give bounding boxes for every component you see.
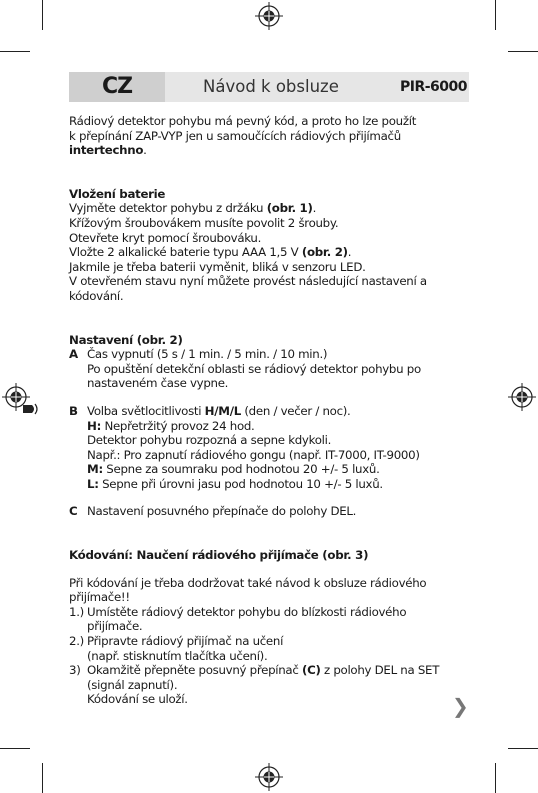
text: (den / večer / noc). xyxy=(240,403,351,418)
text: Sepne za soumraku pod hodnotou 20 +/- 5 luxů. xyxy=(102,462,380,477)
intro-line: Rádiový detektor pohybu má pevný kód, a proto ho lze použít xyxy=(69,114,417,128)
item-line xyxy=(87,477,469,492)
setting-item-c xyxy=(69,504,469,519)
switch-ref: (C) xyxy=(302,663,321,678)
crop-mark-top-left-h xyxy=(0,51,30,52)
battery-line: Otevřete kryt pomocí šroubováku. xyxy=(69,230,262,245)
language-badge: CZ xyxy=(69,72,165,102)
section-heading-battery: Vložení baterie xyxy=(69,186,166,201)
model-number: PIR-6000 xyxy=(399,79,467,95)
step-1 xyxy=(69,605,469,634)
battery-line: Jakmile je třeba baterii vyměnit, bliká v senzoru LED. xyxy=(69,259,366,274)
intro-line xyxy=(69,143,469,158)
crop-mark-top-right-h xyxy=(508,51,538,52)
manual-title: Návod k obsluze xyxy=(203,77,339,96)
step-3 xyxy=(69,663,469,707)
registration-mark-bottom xyxy=(254,762,284,792)
step-line: přijímače. xyxy=(87,619,143,634)
crop-mark-top-right xyxy=(495,0,496,30)
header-bar xyxy=(69,72,469,102)
crop-mark-bottom-right-h xyxy=(508,748,538,749)
setting-item-b xyxy=(69,404,469,492)
next-page-arrow-icon[interactable]: ❯ xyxy=(452,694,469,718)
section-heading-settings: Nastavení (obr. 2) xyxy=(69,332,183,347)
text: Okamžitě přepněte posuvný přepínač xyxy=(87,663,302,678)
step-line: Umístěte rádiový detektor pohybu do blízkosti rádiového xyxy=(87,604,407,619)
item-line: Detektor pohybu rozpozná a sepne kdykoli. xyxy=(87,433,332,448)
step-line: Připravte rádiový přijímač na učení xyxy=(87,634,284,649)
document-body xyxy=(69,114,469,707)
battery-line xyxy=(69,201,469,216)
step-label: 2.) xyxy=(69,634,84,649)
setting-item-a xyxy=(69,347,469,391)
mode-key: H: xyxy=(87,418,101,433)
battery-line: kódování. xyxy=(69,288,124,303)
text: Vyjměte detektor pohybu z držáku xyxy=(69,201,267,216)
figure-ref: (obr. 2) xyxy=(301,245,348,260)
item-line: nastaveném čase vypne. xyxy=(87,376,229,391)
punctuation: . xyxy=(143,143,147,158)
punctuation: . xyxy=(347,245,352,260)
step-line: Kódování se uloží. xyxy=(87,692,188,707)
item-line: Po opuštění detekční oblasti se rádiový detektor pohybu po xyxy=(87,361,421,376)
battery-line: V otevřeném stavu nyní můžete provést následující nastavení a xyxy=(69,274,427,289)
crop-mark-bottom-right xyxy=(495,763,496,793)
step-line xyxy=(87,663,469,678)
coding-line: Při kódování je třeba dodržovat také návod k obsluze rádiového xyxy=(69,575,427,590)
text: z polohy DEL na SET xyxy=(320,663,440,678)
text: Volba světlocitlivosti xyxy=(87,403,205,418)
side-tab-marker-icon xyxy=(22,402,40,416)
item-line xyxy=(87,462,469,477)
step-label: 1.) xyxy=(69,604,84,619)
crop-mark-bottom-left-h xyxy=(0,748,30,749)
mode-key: M: xyxy=(87,462,103,477)
registration-mark-top xyxy=(254,1,284,31)
text: Vložte 2 alkalické baterie typu AAA 1,5 V xyxy=(69,245,302,260)
item-label: A xyxy=(69,347,78,362)
battery-line xyxy=(69,245,469,260)
item-line xyxy=(87,404,469,419)
step-2 xyxy=(69,634,469,663)
intro-line: k přepínání ZAP-VYP jen u samoučících rádiových přijímačů xyxy=(69,128,401,143)
item-line: Čas vypnutí (5 s / 1 min. / 5 min. / 10 min.) xyxy=(87,347,328,362)
step-line: (signál zapnutí). xyxy=(87,677,178,692)
text: Sepne při úrovni jasu pod hodnotou 10 +/- 5 luxů. xyxy=(98,476,383,491)
battery-line: Křížovým šroubovákem musíte povolit 2 šrouby. xyxy=(69,215,339,230)
punctuation: . xyxy=(312,201,317,216)
crop-mark-bottom-left xyxy=(42,763,43,793)
step-label: 3) xyxy=(69,663,81,678)
item-line xyxy=(87,419,469,434)
section-heading-coding: Kódování: Naučení rádiového přijímače (obr. 3) xyxy=(69,548,369,563)
item-label: C xyxy=(69,504,78,519)
mode-keys: H/M/L xyxy=(204,403,241,418)
mode-key: L: xyxy=(87,476,99,491)
crop-mark-top-left xyxy=(42,0,43,30)
coding-line: přijímače!! xyxy=(69,590,130,605)
text: Nepřetržitý provoz 24 hod. xyxy=(101,418,255,433)
brand-name: intertechno xyxy=(69,143,144,158)
item-label: B xyxy=(69,403,78,418)
item-line: Nastavení posuvného přepínače do polohy DEL. xyxy=(87,504,357,519)
registration-mark-right xyxy=(507,382,537,412)
item-line: Např.: Pro zapnutí rádiového gongu (např. IT-7000, IT-9000) xyxy=(87,447,420,462)
figure-ref: (obr. 1) xyxy=(266,201,313,216)
step-line: (např. stisknutím tlačítka učení). xyxy=(87,648,268,663)
